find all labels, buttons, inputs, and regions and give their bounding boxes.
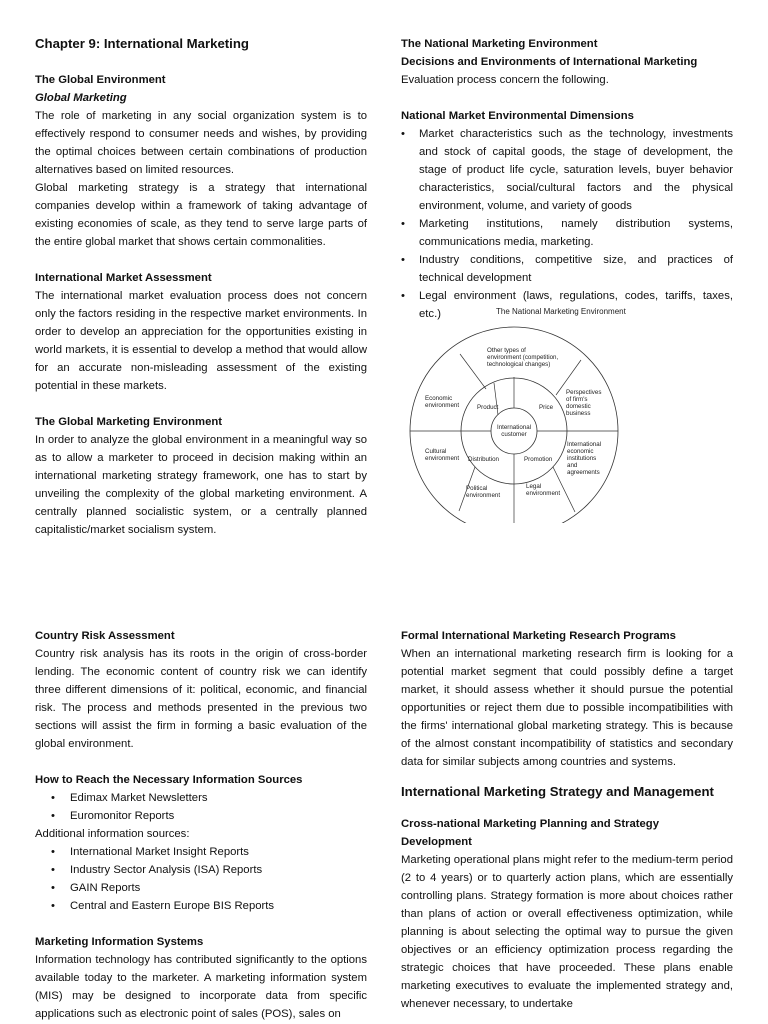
paragraph: When an international marketing research firm is looking for a potential market segment that could possibly define a target market, it should assess whether it should pursue the potential opportunities or reject them due to possible incompatibilities with the firms' international global marketing strategy. This is because of the almost constant incompatibility of statistics and secondary data for similar subjects among countries and systems. [401,648,733,768]
price-label: Price [539,404,554,411]
bottom-right-column [401,627,733,1013]
decisions-subheading: Decisions and Environments of International Marketing [401,56,698,68]
svg-text:technological changes): technological changes) [487,361,551,368]
global-marketing-subheading: Global Marketing [35,92,127,104]
list-item: • GAIN Reports [35,879,367,897]
paragraph: The role of marketing in any social organization system is to effectively respond to consumer needs and wishes, by providing the optimal choices between certain combinations of production alternatives based on limited resources. [35,110,367,176]
list-item: • International Market Insight Reports [35,843,367,861]
distribution-label: Distribution [468,456,499,463]
svg-text:environment: environment [466,492,501,499]
paragraph: Marketing operational plans might refer to the medium-term period (2 to 4 years) or to quarterly action plans, which are essentially controlling plans. Strategy formation is more about choices rather than plans of action or overall effectiveness optimization, while planning is about selecting the optimal way to pursue the given objectives or an efficiency optimization process regarding the strategic choices that have proceeded. These plans enable marketing executives to evaluate the implemented strategy and, whenever necessary, to undertake [401,854,733,1010]
country-risk-heading: Country Risk Assessment [35,630,175,642]
svg-text:Other types of: Other types of [487,347,526,354]
list-item: • Legal environment (laws, regulations, codes, tariffs, taxes, etc.) [401,287,733,323]
dimensions-list [401,125,733,323]
paragraph: Global marketing strategy is a strategy that international companies develop within a framework of taking advantage of existing economies of scale, as they tend to serve large parts of the entire global market that shows certain commonalities. [35,182,367,248]
paragraph: In order to analyze the global environment in a meaningful way so as to allow a marketer to proceed in decision making within an international marketing strategy framework, one has to start by unveiling the complexity of the global marketing environment. A centrally planned socialistic system, or a centrally planned capitalistic/market socialism system. [35,434,367,536]
svg-text:business: business [566,410,591,417]
market-assessment-heading: International Market Assessment [35,272,212,284]
promotion-label: Promotion [524,456,553,463]
svg-text:agreements: agreements [567,469,600,476]
svg-text:of firm's: of firm's [566,396,588,403]
national-marketing-environment-diagram [400,303,734,523]
list-item: • Central and Eastern Europe BIS Reports [35,897,367,915]
svg-text:economic: economic [567,448,594,455]
svg-text:Political: Political [466,485,488,492]
global-environment-heading: The Global Environment [35,74,166,86]
svg-text:customer: customer [501,431,527,438]
svg-text:International: International [567,441,602,448]
list-item: • Industry conditions, competitive size, and practices of technical development [401,251,733,287]
svg-text:Perspectives: Perspectives [566,389,602,396]
svg-text:environment: environment [425,402,460,409]
additional-sources-label: Additional information sources: [35,828,190,840]
list-item: • Edimax Market Newsletters [35,789,367,807]
institutions-label [567,441,601,476]
perspectives-label [566,389,601,417]
svg-text:Legal: Legal [526,483,542,490]
list-item: • Euromonitor Reports [35,807,367,825]
additional-sources-list [35,843,367,915]
intro-text: Evaluation process concern the following. [401,74,609,86]
cultural-environment-label [425,448,459,462]
svg-text:environment (competition,: environment (competition, [487,354,559,361]
center-label [497,424,531,438]
list-item: • Market characteristics such as the technology, investments and stock of capital goods, the stage of development, the stage of product life cycle, saturation levels, buyer behavior characteristics, social/cultural factors and the physical environment, volume, and variety of goods [401,125,733,215]
research-programs-heading: Formal International Marketing Research Programs [401,630,676,642]
top-left-column [35,35,367,539]
svg-text:Economic: Economic [425,395,453,402]
information-sources-heading: How to Reach the Necessary Information Sources [35,774,303,786]
paragraph: Information technology has contributed significantly to the options available today to the marketer. A marketing information system (MIS) may be designed to incorporate data from specific applications such as electronic point of sales (POS), sales on [35,954,367,1020]
mis-heading: Marketing Information Systems [35,936,204,948]
strategy-management-heading: International Marketing Strategy and Management [401,784,714,799]
national-marketing-heading: The National Marketing Environment [401,38,598,50]
list-item: • Industry Sector Analysis (ISA) Reports [35,861,367,879]
svg-text:International: International [496,424,532,431]
global-marketing-environment-heading: The Global Marketing Environment [35,416,223,428]
sources-list [35,789,367,825]
svg-text:domestic: domestic [566,403,591,410]
top-right-column [401,35,733,323]
svg-text:environment: environment [425,455,460,462]
political-environment-label [466,485,500,499]
outer-top-label [487,347,558,368]
svg-text:institutions: institutions [567,455,597,462]
product-label: Product [477,404,499,411]
diagram-title: The National Marketing Environment [496,307,626,316]
svg-text:environment: environment [526,490,561,497]
legal-environment-label [526,483,560,497]
chapter-title: Chapter 9: International Marketing [35,36,249,51]
svg-text:Cultural: Cultural [425,448,447,455]
paragraph: Country risk analysis has its roots in the origin of cross-border lending. The economic content of country risk we can identify three different dimensions of it: political, economic, and financial risk. The process and methods presented in the previous two sections will assist the firm in forming a basic evaluation of the global environment. [35,648,367,750]
bottom-left-column [35,627,367,1023]
economic-environment-label [425,395,459,409]
dimensions-heading: National Market Environmental Dimensions [401,110,634,122]
svg-text:and: and [567,462,578,469]
planning-heading: Cross-national Marketing Planning and Strategy Development [401,818,659,848]
list-item: • Marketing institutions, namely distribution systems, communications media, marketing. [401,215,733,251]
paragraph: The international market evaluation process does not concern only the factors residing in the respective market environments. In order to develop an appreciation for the opportunities existing in world markets, it is essential to develop a method that would allow for an accurate non-misleading assessment of the existing potential in these markets. [35,290,367,392]
